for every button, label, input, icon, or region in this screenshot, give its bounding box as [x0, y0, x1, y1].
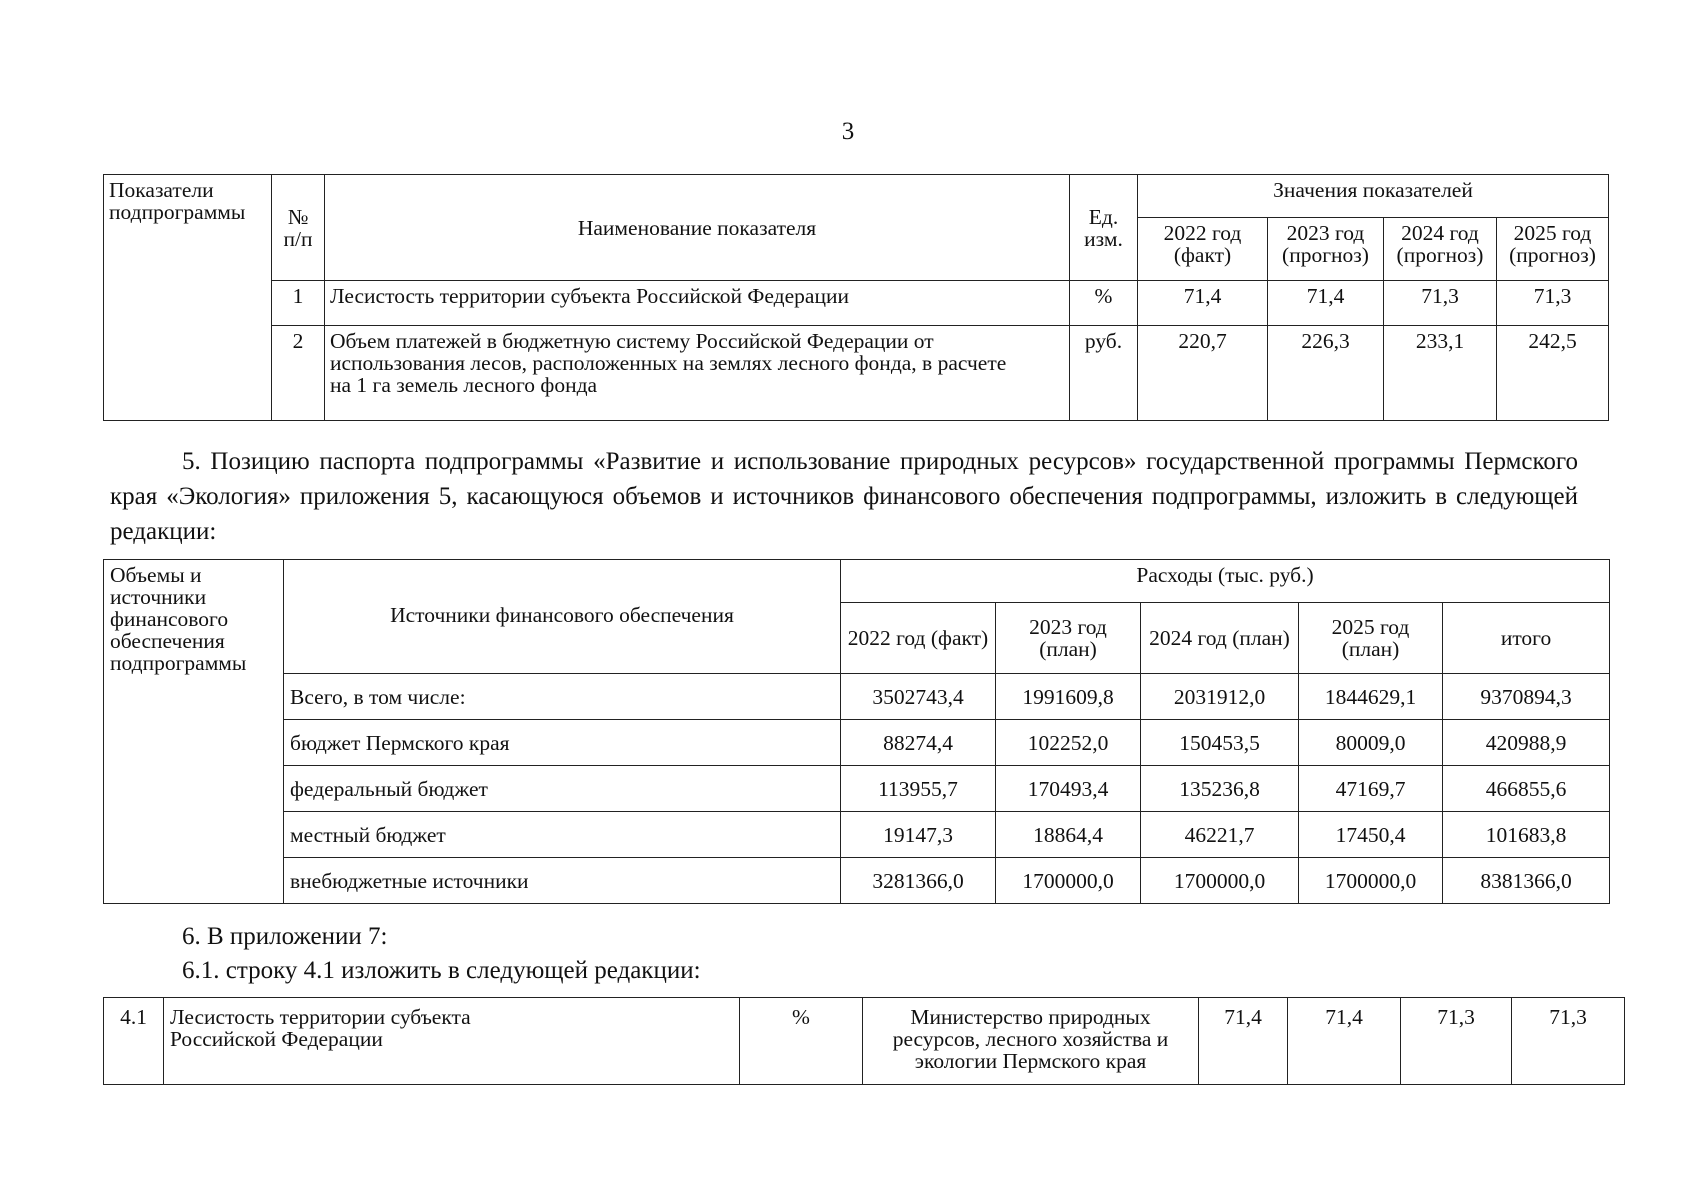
- table-row: [104, 998, 1625, 1085]
- value-cell: 1991609,8: [996, 674, 1141, 720]
- value-cell: 80009,0: [1299, 720, 1443, 766]
- row-value-cell: 71,3: [1384, 281, 1497, 326]
- table-row: [104, 326, 1609, 421]
- row-name-cell: Объем платежей в бюджетную систему Российской Федерации от использования лесов, расположенных на землях лесного фонда, в расчете на 1 га земель лесного фонда: [325, 326, 1070, 421]
- row-value-cell: 226,3: [1268, 326, 1384, 421]
- row-value-cell: 71,3: [1512, 998, 1625, 1085]
- row-name-cell: Лесистость территории субъекта Российской Федерации: [325, 281, 1070, 326]
- row-unit-cell: %: [1070, 281, 1138, 326]
- year-header-cell: 2024 год (прогноз): [1384, 218, 1497, 281]
- value-cell: 3502743,4: [841, 674, 996, 720]
- value-cell: 1700000,0: [1141, 858, 1299, 904]
- row-value-cell: 71,3: [1401, 998, 1512, 1085]
- year-header-cell: 2023 год (прогноз): [1268, 218, 1384, 281]
- value-cell: 102252,0: [996, 720, 1141, 766]
- table-row: [104, 281, 1609, 326]
- total-cell: 466855,6: [1443, 766, 1610, 812]
- value-cell: 150453,5: [1141, 720, 1299, 766]
- year-header-cell: 2025 год (план): [1299, 603, 1443, 674]
- value-cell: 113955,7: [841, 766, 996, 812]
- row-value-cell: 71,4: [1199, 998, 1288, 1085]
- funding-label-cell: Объемы и источники финансового обеспечения подпрограммы: [104, 560, 284, 904]
- table-row: [104, 674, 1610, 720]
- responsible-cell: Министерство природных ресурсов, лесного хозяйства и экологии Пермского края: [863, 998, 1199, 1085]
- value-cell: 1844629,1: [1299, 674, 1443, 720]
- row-value-cell: 220,7: [1138, 326, 1268, 421]
- source-name-cell: Всего, в том числе:: [284, 674, 841, 720]
- year-header-cell: 2022 год (факт): [841, 603, 996, 674]
- value-cell: 1700000,0: [996, 858, 1141, 904]
- page-number: 3: [841, 118, 855, 145]
- total-cell: 101683,8: [1443, 812, 1610, 858]
- row-number-cell: 2: [272, 326, 325, 421]
- row-number-cell: 4.1: [104, 998, 164, 1085]
- table-row: [104, 766, 1610, 812]
- row-value-cell: 71,4: [1288, 998, 1401, 1085]
- table-row: [104, 812, 1610, 858]
- total-cell: 8381366,0: [1443, 858, 1610, 904]
- row-4-1-table: [103, 997, 1625, 1085]
- year-header-cell: 2022 год (факт): [1138, 218, 1268, 281]
- value-cell: 46221,7: [1141, 812, 1299, 858]
- value-cell: 17450,4: [1299, 812, 1443, 858]
- row-value-cell: 242,5: [1497, 326, 1609, 421]
- unit-header-cell: Ед. изм.: [1070, 175, 1138, 281]
- row-value-cell: 233,1: [1384, 326, 1497, 421]
- row-unit-cell: %: [740, 998, 863, 1085]
- funding-table: [103, 559, 1610, 904]
- source-name-cell: внебюджетные источники: [284, 858, 841, 904]
- row-name-cell: Лесистость территории субъекта Российской Федерации: [164, 998, 740, 1085]
- name-header-cell: Наименование показателя: [325, 175, 1070, 281]
- source-name-cell: местный бюджет: [284, 812, 841, 858]
- total-cell: 9370894,3: [1443, 674, 1610, 720]
- number-header-cell: № п/п: [272, 175, 325, 281]
- row-value-cell: 71,4: [1138, 281, 1268, 326]
- indicators-table: [103, 174, 1609, 421]
- indicators-header-cell: Показатели подпрограммы: [104, 175, 272, 421]
- source-name-cell: бюджет Пермского края: [284, 720, 841, 766]
- total-cell: 420988,9: [1443, 720, 1610, 766]
- year-header-cell: 2025 год (прогноз): [1497, 218, 1609, 281]
- expenses-header-cell: Расходы (тыс. руб.): [841, 560, 1610, 603]
- value-cell: 135236,8: [1141, 766, 1299, 812]
- value-cell: 170493,4: [996, 766, 1141, 812]
- value-cell: 3281366,0: [841, 858, 996, 904]
- paragraph-6-1: 6.1. строку 4.1 изложить в следующей редакции:: [182, 957, 701, 984]
- paragraph-6: 6. В приложении 7:: [182, 923, 388, 950]
- value-cell: 1700000,0: [1299, 858, 1443, 904]
- paragraph-5: 5. Позицию паспорта подпрограммы «Развитие и использование природных ресурсов» государственной программы Пермского края «Экология» приложения 5, касающуюся объемов и источников финансового обеспечения подпрограммы, изложить в следующей редакции:: [110, 448, 1578, 545]
- value-cell: 18864,4: [996, 812, 1141, 858]
- table-row: [104, 858, 1610, 904]
- year-header-cell: 2023 год (план): [996, 603, 1141, 674]
- year-header-cell: 2024 год (план): [1141, 603, 1299, 674]
- sources-header-cell: Источники финансового обеспечения: [284, 560, 841, 674]
- row-unit-cell: руб.: [1070, 326, 1138, 421]
- values-header-cell: Значения показателей: [1138, 175, 1609, 218]
- value-cell: 47169,7: [1299, 766, 1443, 812]
- value-cell: 88274,4: [841, 720, 996, 766]
- total-header-cell: итого: [1443, 603, 1610, 674]
- row-value-cell: 71,4: [1268, 281, 1384, 326]
- source-name-cell: федеральный бюджет: [284, 766, 841, 812]
- value-cell: 2031912,0: [1141, 674, 1299, 720]
- value-cell: 19147,3: [841, 812, 996, 858]
- row-value-cell: 71,3: [1497, 281, 1609, 326]
- table-row: [104, 720, 1610, 766]
- row-number-cell: 1: [272, 281, 325, 326]
